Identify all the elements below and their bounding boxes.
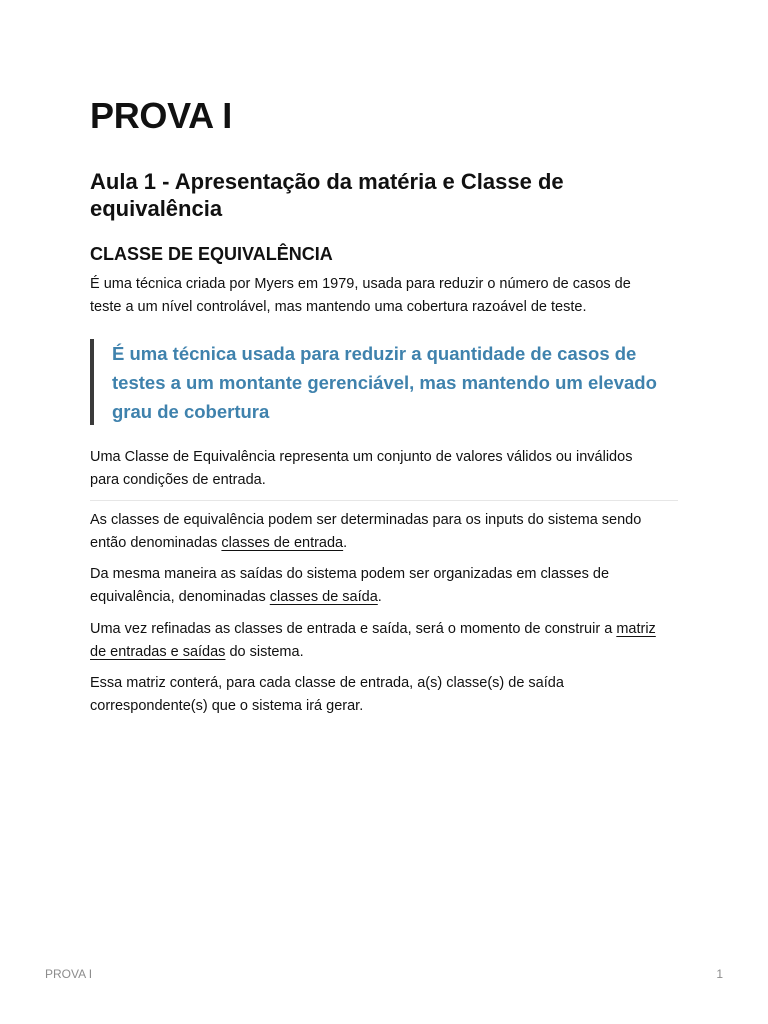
footer-page-number: 1 <box>716 967 723 981</box>
document-title: PROVA I <box>90 95 232 136</box>
paragraph-equivalence-class-definition: Uma Classe de Equivalência representa um conjunto de valores válidos ou inválidos para condições de entrada. <box>90 449 633 488</box>
paragraph-io-matrix <box>90 618 662 664</box>
paragraph-input-classes <box>90 509 676 555</box>
paragraph-output-classes-text: Da mesma maneira as saídas do sistema podem ser organizadas em classes de equivalência, denominadas <box>90 566 610 605</box>
paragraph-input-classes-end: . <box>343 535 348 551</box>
paragraph-input-classes-text: As classes de equivalência podem ser determinadas para os inputs do sistema sendo então denominadas <box>90 512 642 551</box>
horizontal-divider <box>90 500 678 501</box>
paragraph-io-matrix-text: Uma vez refinadas as classes de entrada e saída, será o momento de construir a <box>90 621 617 637</box>
paragraph-myers-technique: É uma técnica criada por Myers em 1979, usada para reduzir o número de casos de teste a um nível controlável, mas mantendo uma cobertura razoável de teste. <box>90 276 631 315</box>
term-input-classes: classes de entrada <box>221 535 344 551</box>
paragraph-matrix-content: Essa matriz conterá, para cada classe de entrada, a(s) classe(s) de saída correspondente(s) que o sistema irá gerar. <box>90 675 564 714</box>
lesson-title: Aula 1 - Apresentação da matéria e Classe de equivalência <box>90 169 564 221</box>
term-output-classes: classes de saída <box>269 589 378 605</box>
blockquote-text: É uma técnica usada para reduzir a quantidade de casos de testes a um montante gerenciável, mas mantendo um elevado grau de cobertura <box>112 343 657 422</box>
term-io-matrix: matriz de entradas e saídas <box>90 621 656 660</box>
paragraph-output-classes-end: . <box>377 589 382 605</box>
paragraph-output-classes <box>90 563 662 609</box>
blockquote <box>90 339 660 425</box>
paragraph-io-matrix-end: do sistema. <box>225 644 304 660</box>
section-title: CLASSE DE EQUIVALÊNCIA <box>90 244 333 264</box>
footer-title: PROVA I <box>45 967 93 981</box>
